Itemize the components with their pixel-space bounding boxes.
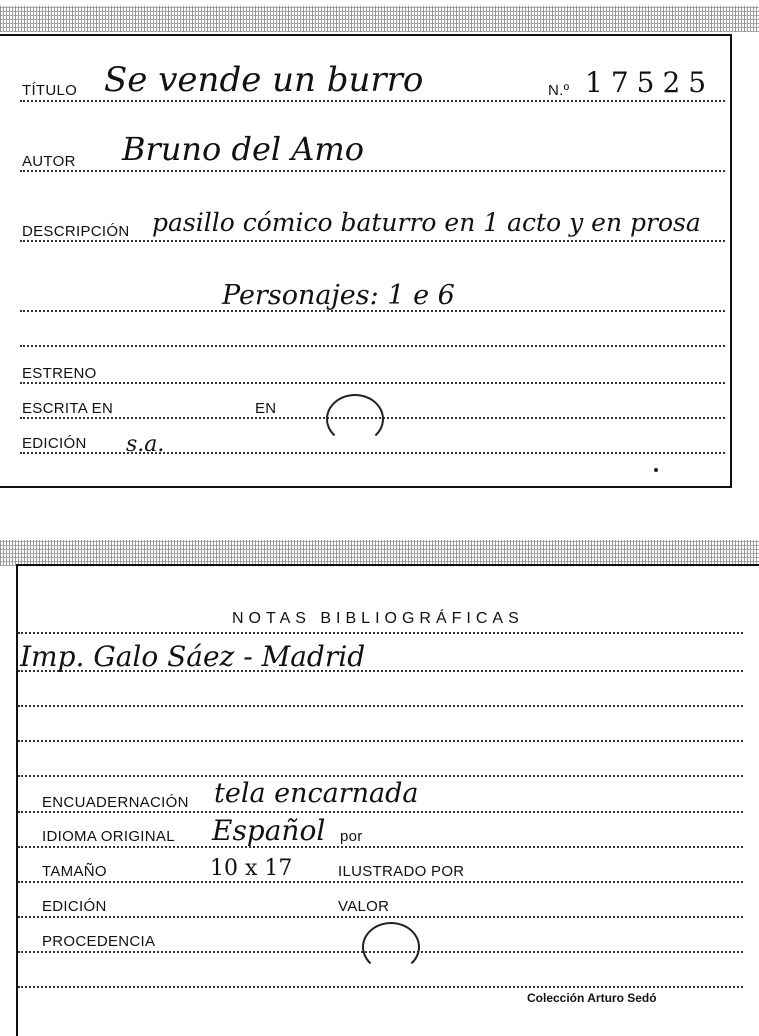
autor-label: AUTOR (22, 153, 76, 170)
edicion-bottom-label: EDICIÓN (42, 898, 107, 915)
line-autor (20, 170, 725, 172)
line-tamano (18, 881, 743, 883)
line-blank (20, 345, 725, 347)
line-notas-3 (18, 740, 743, 742)
library-stamp (326, 394, 384, 444)
scan-noise-top (0, 6, 759, 32)
descripcion-value-2: Personajes: 1 e 6 (222, 280, 455, 311)
line-notas-4 (18, 775, 743, 777)
ilustrado-label: ILUSTRADO POR (338, 863, 465, 880)
titulo-value: Se vende un burro (104, 60, 424, 100)
en-label: EN (255, 400, 277, 417)
line-notas-1 (18, 670, 743, 672)
notas-heading: NOTAS BIBLIOGRÁFICAS (232, 610, 524, 627)
tamano-value: 10 x 17 (210, 856, 293, 881)
por-label: por (340, 828, 363, 845)
line-final (18, 986, 743, 988)
autor-value: Bruno del Amo (122, 130, 365, 168)
line-descripcion-2 (20, 310, 725, 312)
procedencia-label: PROCEDENCIA (42, 933, 156, 950)
ink-dot (654, 468, 658, 472)
line-descripcion (20, 240, 725, 242)
line-edicion-bottom (18, 916, 743, 918)
escrita-en-label: ESCRITA EN (22, 400, 114, 417)
notas-value: Imp. Galo Sáez - Madrid (20, 640, 366, 673)
line-heading (18, 632, 743, 634)
line-notas-2 (18, 705, 743, 707)
numero-label: N.º (548, 82, 570, 99)
collection-footer: Colección Arturo Sedó (527, 991, 657, 1005)
estreno-label: ESTRENO (22, 365, 97, 382)
line-titulo (20, 100, 725, 102)
line-encuadernacion (18, 811, 743, 813)
valor-label: VALOR (338, 898, 390, 915)
scan-noise-middle (0, 540, 759, 566)
encuadernacion-value: tela encarnada (214, 778, 419, 809)
idioma-value: Español (212, 814, 326, 847)
encuadernacion-label: ENCUADERNACIÓN (42, 794, 189, 811)
titulo-label: TÍTULO (22, 82, 78, 99)
numero-value: 17525 (585, 66, 715, 99)
tamano-label: TAMAÑO (42, 863, 107, 880)
line-edicion (20, 452, 725, 454)
descripcion-label: DESCRIPCIÓN (22, 223, 130, 240)
edicion-value: s.a. (126, 432, 165, 457)
line-idioma (18, 846, 743, 848)
descripcion-value: pasillo cómico baturro en 1 acto y en prosa (152, 208, 701, 237)
library-stamp-bottom (362, 922, 420, 972)
line-estreno (20, 382, 725, 384)
edicion-label: EDICIÓN (22, 435, 87, 452)
idioma-label: IDIOMA ORIGINAL (42, 828, 175, 845)
